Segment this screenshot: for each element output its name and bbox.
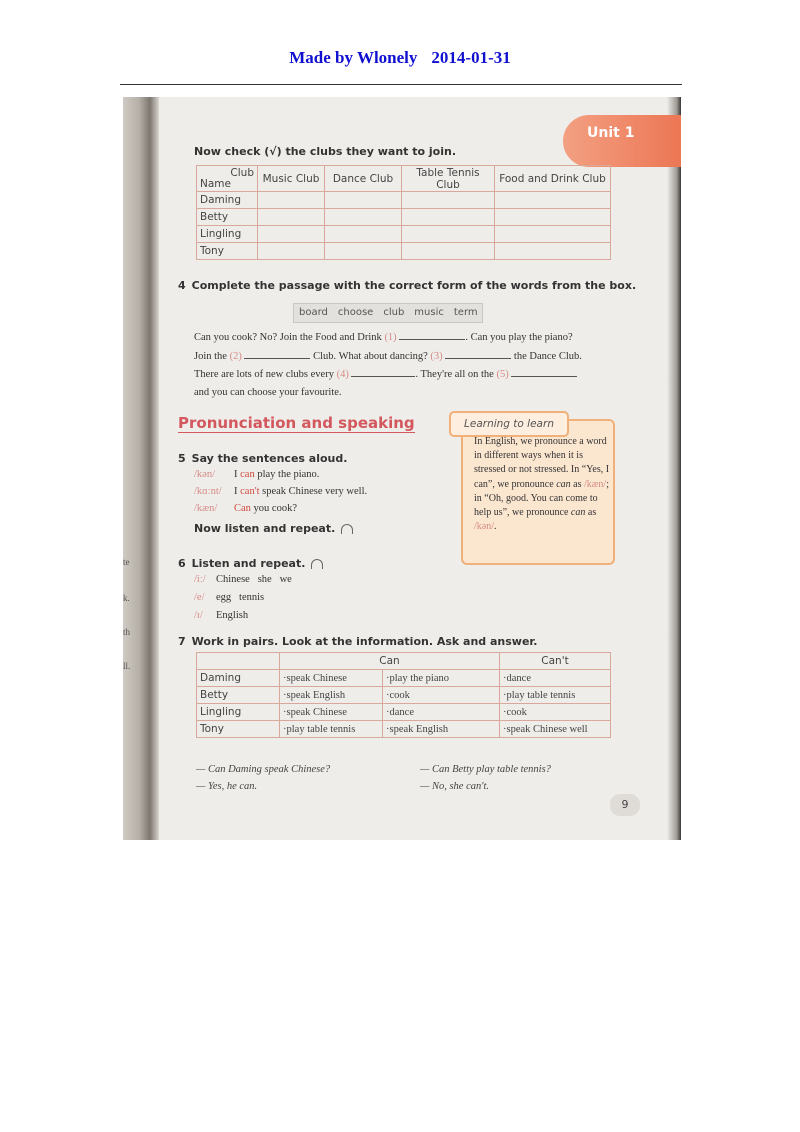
passage-text: Can you cook? No? Join the Food and Drink bbox=[194, 332, 382, 343]
word: choose bbox=[337, 307, 374, 318]
learning-part: as bbox=[570, 478, 584, 490]
can-item: ·play table tennis bbox=[280, 721, 383, 738]
check-cell[interactable] bbox=[402, 209, 495, 226]
word: term bbox=[453, 307, 478, 318]
cant-item: ·play table tennis bbox=[500, 687, 611, 704]
check-cell[interactable] bbox=[495, 209, 611, 226]
highlight-word: can bbox=[240, 469, 255, 480]
line-text: English bbox=[216, 610, 249, 621]
check-cell[interactable] bbox=[402, 226, 495, 243]
exercise-number: 5 bbox=[178, 452, 186, 465]
headphones-icon[interactable] bbox=[341, 524, 353, 534]
phonetic: /e/ bbox=[194, 592, 205, 603]
headphones-icon[interactable] bbox=[311, 559, 323, 569]
ex6-line bbox=[194, 592, 264, 603]
ex6-text: Listen and repeat. bbox=[191, 557, 306, 570]
blank-3[interactable] bbox=[445, 347, 511, 359]
exercise-number: 6 bbox=[178, 557, 186, 570]
corner-club: Club bbox=[230, 167, 254, 179]
passage-text: There are lots of new clubs every bbox=[194, 369, 334, 380]
row-name: Daming bbox=[197, 192, 258, 209]
cant-item: ·speak Chinese well bbox=[500, 721, 611, 738]
line-text: egg tennis bbox=[216, 592, 265, 603]
check-cell[interactable] bbox=[495, 243, 611, 260]
book-spine bbox=[123, 97, 159, 840]
blank-number: (1) bbox=[384, 332, 397, 343]
header-title: Made by Wlonely bbox=[289, 48, 418, 67]
table-row bbox=[197, 209, 611, 226]
document-header bbox=[0, 48, 800, 68]
table-row bbox=[197, 704, 611, 721]
cant-item: ·cook bbox=[500, 704, 611, 721]
line-text: Chinese she we bbox=[216, 574, 292, 585]
table-row bbox=[197, 243, 611, 260]
dialogue-q2: — Can Betty play table tennis? bbox=[420, 764, 551, 775]
blank-2[interactable] bbox=[244, 347, 310, 359]
dialogue-a1: — Yes, he can. bbox=[196, 781, 258, 792]
blank-number: (4) bbox=[336, 369, 349, 380]
dialogue-q1: — Can Daming speak Chinese? bbox=[196, 764, 331, 775]
column-header: Table Tennis Club bbox=[402, 166, 495, 192]
table-row bbox=[197, 687, 611, 704]
check-cell[interactable] bbox=[402, 192, 495, 209]
blank-number: (2) bbox=[229, 350, 242, 362]
ex5-listen bbox=[194, 522, 353, 535]
check-cell[interactable] bbox=[402, 243, 495, 260]
table-corner bbox=[197, 166, 258, 192]
abilities-table bbox=[196, 652, 611, 738]
column-header: Dance Club bbox=[325, 166, 402, 192]
learning-part: . bbox=[494, 521, 497, 533]
line-text: I bbox=[234, 469, 241, 480]
phonetic: /kən/ bbox=[194, 469, 215, 480]
check-cell[interactable] bbox=[495, 226, 611, 243]
ex5-line bbox=[194, 486, 367, 497]
phonetic: /kæn/ bbox=[194, 503, 218, 514]
can-item: ·speak English bbox=[280, 687, 383, 704]
header-date: 2014-01-31 bbox=[431, 48, 511, 67]
ex5-instruction bbox=[178, 452, 347, 465]
row-name: Tony bbox=[197, 243, 258, 260]
row-name: Betty bbox=[197, 209, 258, 226]
margin-fragment: k. bbox=[123, 593, 130, 603]
check-cell[interactable] bbox=[325, 192, 402, 209]
learning-phonetic: /kæn/ bbox=[583, 478, 607, 490]
blank-number: (3) bbox=[430, 350, 443, 362]
cant-item: ·dance bbox=[500, 670, 611, 687]
ex7-text: Work in pairs. Look at the information. Ask and answer. bbox=[191, 635, 538, 648]
passage-text: Join the bbox=[194, 350, 227, 362]
learning-can: can bbox=[570, 507, 586, 519]
check-cell[interactable] bbox=[258, 226, 325, 243]
phonetic: /ɪ/ bbox=[194, 610, 203, 621]
ex7-instruction bbox=[178, 635, 537, 648]
check-cell[interactable] bbox=[325, 243, 402, 260]
corner-name: Name bbox=[200, 178, 231, 190]
blank-4[interactable] bbox=[351, 365, 415, 377]
ex6-instruction bbox=[178, 557, 323, 570]
word-box bbox=[293, 303, 483, 323]
unit-tab bbox=[563, 115, 681, 167]
learning-phonetic: /kən/ bbox=[474, 521, 494, 533]
can-item: ·dance bbox=[383, 704, 500, 721]
passage-text: . They're all on the bbox=[415, 369, 494, 380]
unit-label: Unit 1 bbox=[587, 125, 635, 141]
line-text: speak Chinese very well. bbox=[259, 486, 368, 497]
ex5-line bbox=[194, 503, 297, 514]
clubs-table bbox=[196, 165, 611, 260]
listen-text: Now listen and repeat. bbox=[194, 522, 336, 535]
row-name: Betty bbox=[197, 687, 280, 704]
blank-5[interactable] bbox=[511, 365, 577, 377]
can-item: ·play the piano bbox=[383, 670, 500, 687]
exercise-number: 4 bbox=[178, 279, 186, 292]
ex6-line bbox=[194, 610, 248, 621]
table-row bbox=[197, 670, 611, 687]
passage-text: the Dance Club. bbox=[513, 350, 582, 362]
row-name: Lingling bbox=[197, 704, 280, 721]
check-cell[interactable] bbox=[258, 243, 325, 260]
check-instruction: Now check (√) the clubs they want to join. bbox=[194, 145, 457, 158]
learning-part: In English, we pronounce a word in different ways when it is stressed or not stressed. In “Yes, I can”, we pronounce bbox=[474, 436, 610, 490]
header-rule bbox=[120, 84, 682, 85]
word: music bbox=[414, 307, 444, 318]
word: board bbox=[299, 307, 328, 318]
learning-part: ; in “Oh, good. You can come to help us”, we pronounce bbox=[474, 478, 609, 519]
exercise-number: 7 bbox=[178, 635, 186, 648]
margin-fragment: ll. bbox=[123, 661, 131, 671]
can-header: Can bbox=[280, 653, 500, 670]
row-name: Lingling bbox=[197, 226, 258, 243]
can-item: ·cook bbox=[383, 687, 500, 704]
page-number: 9 bbox=[610, 794, 640, 816]
can-item: ·speak English bbox=[383, 721, 500, 738]
learning-text bbox=[474, 435, 610, 534]
blank-number: (5) bbox=[496, 369, 509, 380]
highlight-word: can't bbox=[240, 486, 260, 497]
empty-header bbox=[197, 653, 280, 670]
word: club bbox=[383, 307, 405, 318]
column-header: Food and Drink Club bbox=[495, 166, 611, 192]
ex5-line bbox=[194, 469, 319, 480]
table-row bbox=[197, 192, 611, 209]
section-title: Pronunciation and speaking bbox=[178, 414, 415, 432]
passage-text: . Can you play the piano? bbox=[465, 332, 573, 343]
check-cell[interactable] bbox=[325, 226, 402, 243]
cant-header: Can't bbox=[500, 653, 611, 670]
line-text: I bbox=[234, 486, 241, 497]
learning-part: as bbox=[585, 507, 597, 519]
passage-text: Club. What about dancing? bbox=[313, 350, 428, 362]
ex5-text: Say the sentences aloud. bbox=[191, 452, 348, 465]
phonetic: /iː/ bbox=[194, 574, 206, 585]
ex4-text: Complete the passage with the correct form of the words from the box. bbox=[191, 279, 637, 292]
blank-1[interactable] bbox=[399, 328, 465, 340]
can-item: ·speak Chinese bbox=[280, 704, 383, 721]
margin-fragment: th bbox=[123, 627, 131, 637]
passage-text: and you can choose your favourite. bbox=[194, 386, 342, 398]
dialogue-a2: — No, she can't. bbox=[420, 781, 490, 792]
row-name: Tony bbox=[197, 721, 280, 738]
check-cell[interactable] bbox=[258, 192, 325, 209]
check-cell[interactable] bbox=[258, 209, 325, 226]
column-header: Music Club bbox=[258, 166, 325, 192]
check-cell[interactable] bbox=[325, 209, 402, 226]
highlight-word: Can bbox=[234, 503, 251, 514]
scanned-page bbox=[123, 97, 681, 840]
margin-fragment: te bbox=[123, 557, 130, 567]
table-row bbox=[197, 226, 611, 243]
ex4-instruction bbox=[178, 279, 636, 292]
learning-title: Learning to learn bbox=[449, 411, 569, 437]
line-text: you cook? bbox=[250, 503, 297, 514]
can-item: ·speak Chinese bbox=[280, 670, 383, 687]
row-name: Daming bbox=[197, 670, 280, 687]
learning-can: can bbox=[556, 478, 571, 490]
table-row bbox=[197, 721, 611, 738]
check-cell[interactable] bbox=[495, 192, 611, 209]
ex4-passage bbox=[194, 328, 624, 401]
page-edge bbox=[667, 97, 681, 840]
line-text: play the piano. bbox=[254, 469, 320, 480]
ex6-line bbox=[194, 574, 292, 585]
phonetic: /kɑːnt/ bbox=[194, 486, 222, 497]
